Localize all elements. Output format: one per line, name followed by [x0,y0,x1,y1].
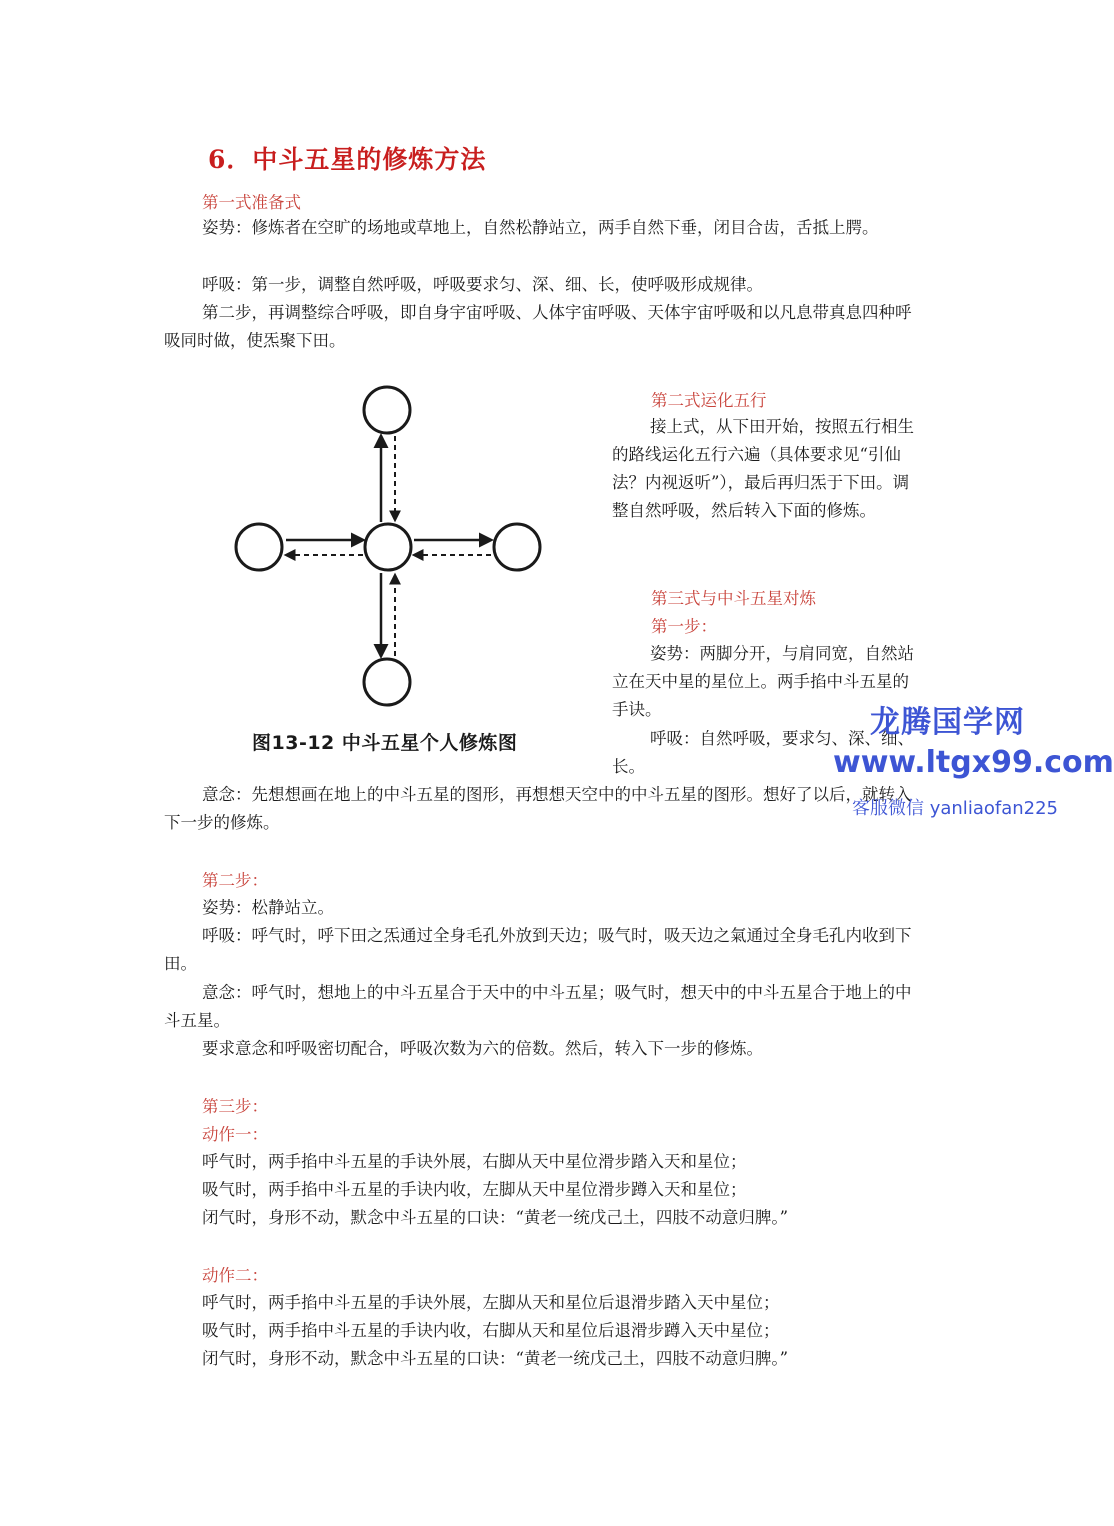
step-1-heading: 第一步： [651,617,717,636]
star-circle-bottom [364,659,410,705]
step-1-intent: 意念：先想想画在地上的中斗五星的图形，再想想天空中的中斗五星的图形。想好了以后，就转入下一步的修炼。 [164,785,912,832]
action-1-line-1: 呼气时，两手掐中斗五星的手诀外展，右脚从天中星位滑步踏入天和星位； [202,1152,747,1171]
step-2-breath: 呼吸：呼气时，呼下田之炁通过全身毛孔外放到天边；吸气时，吸天边之氣通过全身毛孔内收到下田。 [164,926,912,973]
action-2-line-1: 呼气时，两手掐中斗五星的手诀外展，左脚从天和星位后退滑步踏入天中星位； [202,1293,780,1312]
action-2-line-3: 闭气时，身形不动，默念中斗五星的口诀：“黄老一统戊己土，四肢不动意归脾。” [202,1349,789,1368]
step-1-posture: 姿势：两脚分开，与肩同宽，自然站立在天中星的星位上。两手掐中斗五星的手诀。 [612,644,914,719]
section-heading-1: 第一式准备式 [202,193,301,212]
step-2-intent: 意念：呼气时，想地上的中斗五星合于天中的中斗五星；吸气时，想天中的中斗五星合于地上的中斗五星。 [164,983,912,1030]
section-heading-3: 第三式与中斗五星对炼 [651,589,816,608]
step-1-breath: 呼吸：自然呼吸，要求匀、深、细、长。 [612,729,914,776]
step-2-posture: 姿势：松静站立。 [202,898,334,917]
posture-paragraph-1: 姿势：修炼者在空旷的场地或草地上，自然松静站立，两手自然下垂，闭目合齿，舌抵上腭。 [202,218,879,237]
watermark-contact: 客服微信 yanliaofan225 [852,798,1058,819]
watermark-url: www.ltgx99.com [833,745,1114,780]
section-heading-2: 第二式运化五行 [651,391,767,410]
figure-caption: 图13-12 中斗五星个人修炼图 [252,732,518,754]
action-2-line-2: 吸气时，两手掐中斗五星的手诀内收，右脚从天和星位后退滑步蹲入天中星位； [202,1321,780,1340]
star-circle-top [364,387,410,433]
breath-paragraph-2: 第二步，再调整综合呼吸，即自身宇宙呼吸、人体宇宙呼吸、天体宇宙呼吸和以凡息带真息四种呼吸同时做，使炁聚下田。 [164,303,912,350]
page-title: 6．中斗五星的修炼方法 [208,145,487,174]
action-1-line-3: 闭气时，身形不动，默念中斗五星的口诀：“黄老一统戊己土，四肢不动意归脾。” [202,1208,789,1227]
step-2-heading: 第二步： [202,871,268,890]
star-circle-left [236,524,282,570]
step-3-heading: 第三步： [202,1097,268,1116]
action-1-line-2: 吸气时，两手掐中斗五星的手诀内收，左脚从天中星位滑步蹲入天和星位； [202,1180,747,1199]
section-2-paragraph: 接上式，从下田开始，按照五行相生的路线运化五行六遍（具体要求见“引仙法？内视返听”），最后再归炁于下田。调整自然呼吸，然后转入下面的修炼。 [612,417,914,520]
breath-paragraph-1: 呼吸：第一步，调整自然呼吸，呼吸要求匀、深、细、长，使呼吸形成规律。 [202,275,763,294]
star-circle-center [365,524,411,570]
star-circle-right [494,524,540,570]
watermark-brand: 龙腾国学网 [870,705,1025,740]
five-stars-diagram [200,372,600,767]
action-1-heading: 动作一： [202,1125,268,1144]
action-2-heading: 动作二： [202,1266,268,1285]
step-2-requirement: 要求意念和呼吸密切配合，呼吸次数为六的倍数。然后，转入下一步的修炼。 [202,1039,763,1058]
